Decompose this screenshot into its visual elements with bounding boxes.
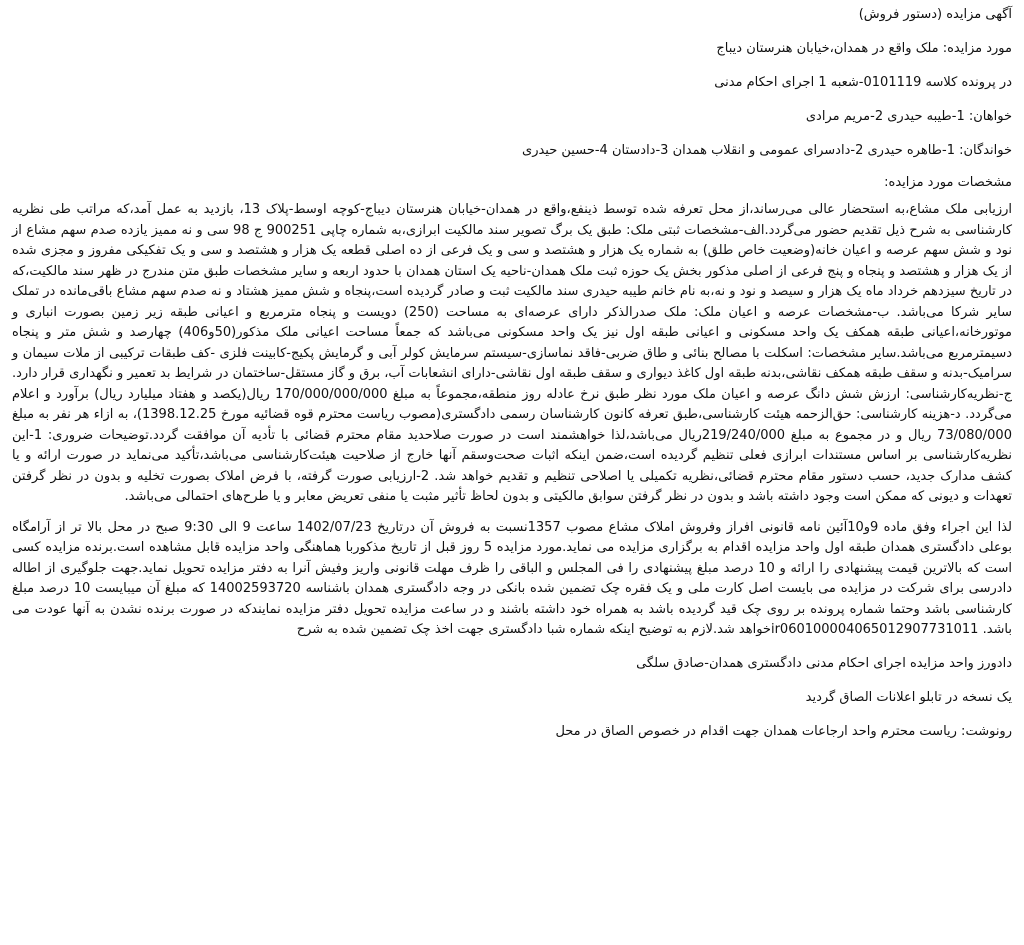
auction-terms-paragraph: لذا این اجراء وفق ماده 9و10آئین نامه قانونی افراز وفروش املاک مشاع مصوب 1357نسبت به فروش آن درتاریخ 1402/07/23 ساعت 9 الی 9:30 صبح در محل بالا تر از آرامگاه بوعلی دادگستری همدان طبقه اول واحد مزایده اقدام به برگزاری مزایده می نماید.مورد مزایده 5 روز قبل از تاریخ مذکوربا هماهنگی واحد مزایده قابل مشاهده است.برنده مزایده کسی است که بالاترین قیمت پیشنهادی را ارائه و 10 درصد مبلغ پیشنهادی را فی المجلس و الباقی را ظرف مهلت قانونی واریز وفیش آنرا به دفتر مزایده تحویل نماید.جهت جلوگیری از اطاله دادرسی برای شرکت در مزایده می بایست اصل کارت ملی و یک فقره چک تضمین شده بانکی در وجه دادگستری همدان باشناسه 14002593720 که مبلغ آن میبایست 10 درصد مبلغ کارشناسی باشد وحتما شماره پرونده بر روی چک قید گردیده باشد به همراه خود داشته باشند و در ساعت مزایده تحویل دفتر مزایده نمایندکه در صورت برنده نشدن به آنها عودت می باشد. ir060100004065012907731011خواهد شد.لازم به توضیح اینکه شماره شبا دادگستری جهت اخذ چک تضمین شده به شرح bbox=[12, 519, 1013, 637]
auction-notice-document bbox=[12, 4, 1012, 743]
officer-signature: دادورز واحد مزایده اجرای احکام مدنی دادگستری همدان-صادق سلگی bbox=[636, 655, 1012, 671]
notice-title: آگهی مزایده (دستور فروش) bbox=[858, 7, 1012, 22]
plaintiffs: خواهان: 1-طیبه حیدری 2-مریم مرادی bbox=[805, 109, 1012, 124]
appraisal-paragraph: ارزیابی ملک مشاع،به استحضار عالی می‌رساند،از محل تعرفه شده توسط ذینفع،واقع در همدان-خیابان هنرستان دیباج-کوچه اوسط-پلاک 13، بازدید به عمل آمد،که مراتب طی نظریه کارشناسی به شرح ذیل تقدیم حضور می‌گردد.الف-مشخصات ثبتی ملک: طبق یک برگ تصویر سند مالکیت ابرازی،به شماره چاپی 900251 ج 98 سی و نه ممیز یازده صدم سهم مشاع از نود و شش سهم عرصه و اعیان خانه(وضعیت خاص طلق) به شماره یک هزار و هشتصد و سی و یک فرعی از ده اصلی قطعه یک هزار و هشتصد و سی و یک تفکیکی مفروز و مجزی شده از یک هزار و هشتصد و پنجاه و پنج فرعی از اصلی مذکور بخش یک حوزه ثبت ملک همدان-ناحیه یک استان همدان با حدود اربعه و سایر مشخصات طبق متن مندرج در ظهر سند مالکیت،که در تاریخ سیزدهم خرداد ماه یک هزار و سیصد و نود و نه،به نام خانم طیبه حیدری سند مالکیت ثبت و صادر گردیده است،پنجاه و شش ممیز هشتاد و نه صدم سهم مشاع باقی‌مانده در تملک سایر شرکا می‌باشد. ب-مشخصات عرصه و اعیان ملک: ملک صدرالذکر دارای عرصه‌ای به مساحت (250) دویست و پنجاه مترمربع و اعیانی طبقه زیر زمین بصورت انباری و موتورخانه،اعیانی طبقه همکف یک واحد مسکونی و اعیانی طبقه اول نیز یک واحد مسکونی می‌باشد که جمعاً مساحت اعیانی ملک مذکور(50و406) چهارصد و شش متر و پنجاه دسیمترمربع می‌باشد.سایر مشخصات: اسکلت با مصالح بنائی و طاق ضربی-فاقد نماسازی-سیستم سرمایش کولر آبی و گرمایش پکیج-کابینت فلزی -کف طبقات ترکیبی از ملات سیمان و سرامیک-بدنه و سقف طبقه همکف نقاشی،بدنه طبقه اول کاغذ دیواری و سقف طبقه اول نقاشی-دارای انشعابات آب، برق و گاز مستقل-ساختمان در شرایط بد تعمیر و نگهداری قرار دارد. ج-نظریه‌کارشناسی: ارزش شش دانگ عرصه و اعیان ملک مورد نظر طبق نرخ عادله روز منطقه،مجموعاً به مبلغ 170/000/000/000 ریال(یکصد و هفتاد میلیارد ریال) برآورد و اعلام می‌گردد. د-هزینه کارشناسی: حق‌الزحمه هیئت کارشناسی،طبق تعرفه کانون کارشناسان رسمی دادگستری(مصوب ریاست محترم قوه قضائیه مورخ 1398.12.25)، به ازاء هر نفر به مبلغ 73/080/000 ریال و در مجموع به مبلغ 219/240/000ریال می‌باشد،لذا خواهشمند است در صورت صلاحدید مقام محترم قضائی با تأدیه آن موافقت گردد.توضیحات ضروری: 1-این نظریه‌کارشناسی بر اساس مستندات ابرازی فعلی تنظیم گردیده است،ضمن اینکه اثبات صحت‌وسقم آنها خارج از صلاحیت هیئت‌کارشناسی می‌باشد،تأکید می‌نماید در صورت ارائه و یا کشف مدارک جدید، حسب دستور مقام محترم قضائی،نظریه تکمیلی یا اصلاحی تنظیم و تقدیم خواهد شد. 2-ارزیابی صورت گرفته، با فرض املاک بصورت تخلیه و بدون در نظر گرفتن تعهدات و دیونی که ممکن است وجود داشته باشد و بدون در نظر گرفتن سوابق مالکیتی و بدون لحاظ تأثیر مثبت یا منفی تعریض معابر و یا طرح‌های احتمالی می‌باشد. bbox=[12, 202, 1013, 504]
specs-heading: مشخصات مورد مزایده: bbox=[884, 175, 1012, 190]
posting-notice: یک نسخه در تابلو اعلانات الصاق گردید bbox=[805, 689, 1012, 705]
copy-recipient: رونوشت: ریاست محترم واحد ارجاعات همدان جهت اقدام در خصوص الصاق در محل bbox=[555, 723, 1012, 739]
case-number: در پرونده کلاسه 0101119-شعبه 1 اجرای احکام مدنی bbox=[714, 75, 1012, 90]
defendants: خواندگان: 1-طاهره حیدری 2-دادسرای عمومی و انقلاب همدان 3-دادستان 4-حسین حیدری bbox=[522, 143, 1012, 158]
auction-subject: مورد مزایده: ملک واقع در همدان،خیابان هنرستان دیباج bbox=[716, 41, 1012, 56]
